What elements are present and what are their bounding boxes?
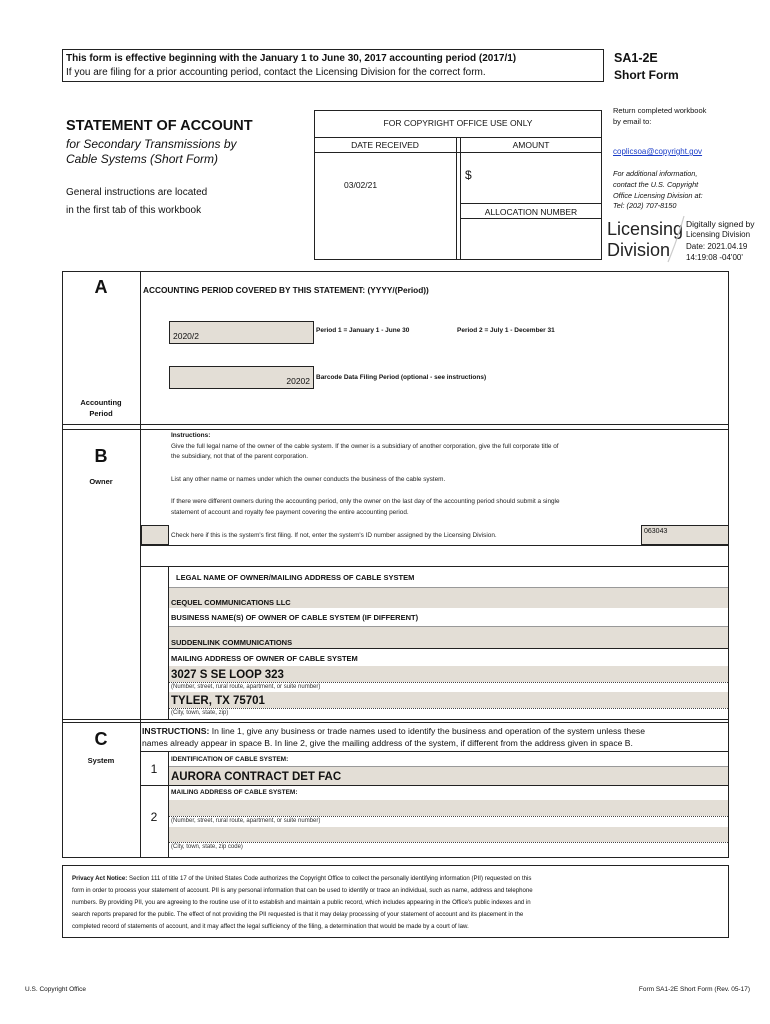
- barcode-period-input[interactable]: [169, 366, 314, 389]
- section-b-instructions-heading: Instructions:: [171, 432, 211, 439]
- contact-info-4: Tel: (202) 707-8150: [613, 201, 677, 210]
- owner-city-hint: (City, town, state, zip): [171, 710, 229, 716]
- effective-notice-line2: If you are filing for a prior accounting period, contact the Licensing Division for the correct form.: [66, 67, 486, 78]
- period-2-note: Period 2 = July 1 - December 31: [457, 327, 555, 334]
- privacy-notice-line5: completed record of statements of account, and it may affect the legal sufficiency of the filing, a determination that would be made by a court of law.: [72, 923, 469, 930]
- section-c-label: System: [87, 756, 115, 765]
- section-b-label: Owner: [89, 477, 113, 486]
- section-c-row-1-number: 1: [150, 762, 158, 776]
- section-c-letter: C: [94, 729, 108, 749]
- general-instructions-1: General instructions are located: [66, 187, 208, 198]
- system-street-field[interactable]: [169, 800, 728, 816]
- form-type: Short Form: [614, 68, 679, 82]
- owner-city-field[interactable]: [169, 692, 728, 708]
- footer-right: Form SA1-2E Short Form (Rev. 05-17): [638, 986, 750, 993]
- system-id-input[interactable]: [641, 525, 729, 545]
- first-filing-checkbox[interactable]: [141, 525, 169, 545]
- privacy-notice-text1: Section 111 of title 17 of the United States Code authorizes the Copyright Office to collect the personally identifying information (PII) requested on this: [127, 875, 532, 882]
- section-c-row-2-number: 2: [150, 810, 158, 824]
- owner-street-field[interactable]: [169, 666, 728, 682]
- owner-street-value: 3027 S SE LOOP 323: [171, 669, 284, 681]
- section-b-instruction-1b: the subsidiary, not that of the parent corporation.: [171, 453, 309, 460]
- system-mailing-label: MAILING ADDRESS OF CABLE SYSTEM:: [171, 789, 298, 796]
- contact-info-3: Office Licensing Division at:: [613, 191, 703, 200]
- section-a-label-1: Accounting: [80, 398, 122, 407]
- owner-mailing-label: MAILING ADDRESS OF OWNER OF CABLE SYSTEM: [171, 654, 358, 663]
- business-name-value: SUDDENLINK COMMUNICATIONS: [171, 638, 293, 647]
- accounting-period-input[interactable]: [169, 321, 314, 344]
- footer-left: U.S. Copyright Office: [25, 986, 86, 993]
- section-a-letter: A: [94, 277, 108, 297]
- owner-street-hint: (Number, street, rural route, apartment, or suite number): [171, 684, 321, 690]
- owner-city-value: TYLER, TX 75701: [171, 695, 265, 707]
- section-c-instruction-bold: INSTRUCTIONS:: [142, 726, 210, 736]
- system-street-hint: (Number, street, rural route, apartment, or suite number): [171, 818, 321, 824]
- amount-label: AMOUNT: [512, 140, 550, 150]
- business-name-field[interactable]: [169, 626, 728, 648]
- system-identification-value: AURORA CONTRACT DET FAC: [171, 771, 342, 783]
- office-use-heading: FOR COPYRIGHT OFFICE USE ONLY: [383, 118, 533, 128]
- privacy-notice-bold: Privacy Act Notice:: [72, 875, 128, 882]
- period-1-note: Period 1 = January 1 - June 30: [316, 327, 410, 334]
- privacy-notice-line3: numbers. By providing PII, you are agreeing to the routine use of it to establish and maintain a public record, which includes appearing in the Office's public indexes and in: [72, 899, 531, 906]
- return-instructions-2: by email to:: [613, 117, 652, 126]
- signature-detail-2: Licensing Division: [686, 230, 751, 239]
- section-b-instruction-3b: statement of account and royalty fee payment covering the entire accounting period.: [171, 509, 409, 516]
- legal-name-value: CEQUEL COMMUNICATIONS LLC: [171, 598, 291, 607]
- barcode-period-note: Barcode Data Filing Period (optional - see instructions): [316, 374, 487, 381]
- section-b-instruction-1a: Give the full legal name of the owner of the cable system. If the owner is a subsidiary of another corporation, give the full corporate title of: [171, 443, 559, 450]
- legal-name-label: LEGAL NAME OF OWNER/MAILING ADDRESS OF CABLE SYSTEM: [176, 573, 415, 582]
- signature-detail-1: Digitally signed by: [686, 219, 755, 229]
- signature-name-1: Licensing: [607, 219, 684, 239]
- date-received-value: 03/02/21: [344, 180, 378, 190]
- system-id-value: 063043: [644, 528, 668, 535]
- signature-detail-4: 14:19:08 -04'00': [686, 253, 743, 262]
- accounting-period-value: 2020/2: [173, 331, 199, 341]
- accounting-period-heading: ACCOUNTING PERIOD COVERED BY THIS STATEMENT: (YYYY/(Period)): [143, 285, 429, 295]
- section-c-instruction-line1: [142, 726, 645, 736]
- amount-dollar-sign: $: [465, 168, 472, 182]
- email-link[interactable]: coplicsoa@copyright.gov: [613, 147, 703, 156]
- allocation-number-label: ALLOCATION NUMBER: [484, 207, 578, 217]
- section-c-instruction-line2: names already appear in space B. In line 2, give the mailing address of the system, if different from the address given in space B.: [142, 738, 633, 748]
- barcode-period-value: 20202: [286, 376, 310, 386]
- page-subtitle-1: for Secondary Transmissions by: [66, 137, 237, 151]
- form-code: SA1-2E: [614, 51, 658, 65]
- section-a-label-2: Period: [89, 409, 113, 418]
- page-subtitle-2: Cable Systems (Short Form): [66, 152, 219, 166]
- effective-notice-line1: This form is effective beginning with the January 1 to June 30, 2017 accounting period (2017/1): [66, 53, 517, 64]
- system-city-hint: (City, town, state, zip code): [171, 844, 243, 850]
- return-instructions-1: Return completed workbook: [613, 106, 707, 115]
- system-identification-field[interactable]: [169, 766, 728, 785]
- first-filing-instruction: Check here if this is the system's first filing. If not, enter the system's ID number assigned by the Licensing Division.: [171, 532, 497, 539]
- section-b-instruction-3a: If there were different owners during the accounting period, only the owner on the last day of the accounting period should submit a single: [171, 498, 560, 505]
- system-identification-label: IDENTIFICATION OF CABLE SYSTEM:: [171, 756, 289, 763]
- signature-name-2: Division: [607, 240, 671, 260]
- system-city-field[interactable]: [169, 827, 728, 842]
- business-name-label: BUSINESS NAME(S) OF OWNER OF CABLE SYSTEM (IF DIFFERENT): [171, 613, 419, 622]
- section-c-instruction-text: In line 1, give any business or trade names used to identify the business and operation of the system unless these: [209, 726, 646, 736]
- section-b-instruction-2: List any other name or names under which the owner conducts the business of the cable system.: [171, 476, 446, 483]
- signature-slash-icon: [664, 214, 688, 264]
- contact-info-2: contact the U.S. Copyright: [613, 180, 699, 189]
- privacy-notice-line2: form in order to process your statement of account. PII is any personal information that can be used to identify or trace an individual, such as name, address and telephone: [72, 887, 533, 894]
- section-b-letter: B: [94, 446, 108, 466]
- page-title: STATEMENT OF ACCOUNT: [66, 118, 253, 134]
- general-instructions-2: in the first tab of this workbook: [66, 205, 202, 216]
- contact-info-1: For additional information,: [613, 169, 698, 178]
- legal-name-field[interactable]: [169, 587, 728, 608]
- privacy-notice-line4: search reports prepared for the public. The effect of not providing the PII requested is that it may delay processing of your statement of account and its placement in the: [72, 911, 524, 918]
- privacy-notice-line1: [72, 875, 531, 882]
- date-received-label: DATE RECEIVED: [351, 140, 419, 150]
- signature-detail-3: Date: 2021.04.19: [686, 242, 748, 251]
